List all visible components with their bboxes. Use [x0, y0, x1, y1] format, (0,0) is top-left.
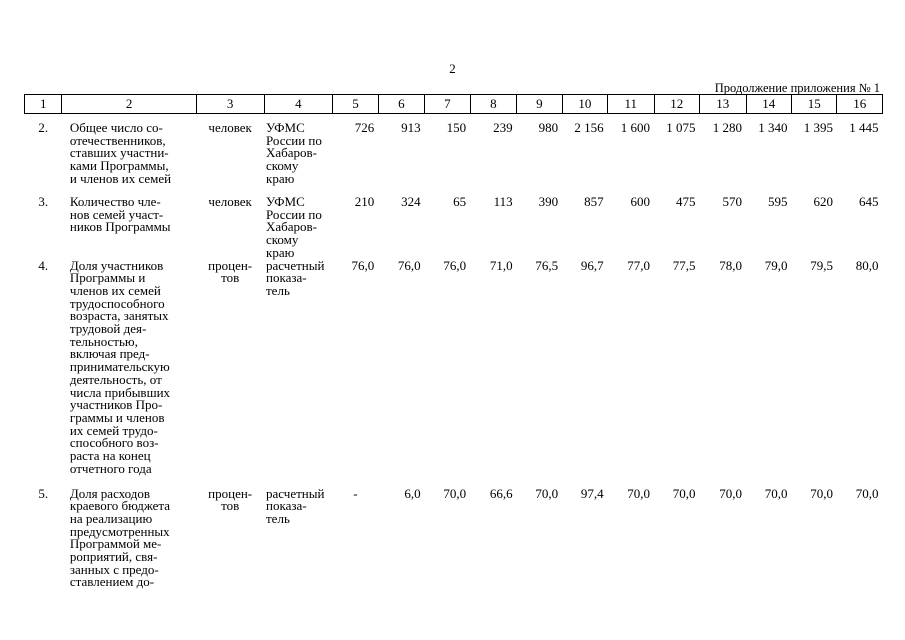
value-cell: 70,0: [719, 485, 742, 501]
value-cell: 913: [401, 120, 421, 135]
value-cell: 77,0: [627, 257, 651, 273]
value-cell: 65: [453, 194, 467, 209]
indicator-name: Доля расходов краевого бюджета на реализацию предусмотренных Программой ме- роприятий, свя- занных с предо- ставлением до-: [69, 485, 171, 590]
value-cell: 70,0: [535, 485, 559, 501]
col-header: 15: [791, 95, 836, 114]
unit-of-measure: человек: [208, 120, 252, 135]
value-cell: 570: [722, 194, 742, 209]
value-cell: 76,5: [535, 257, 559, 273]
unit-of-measure: процен- тов: [208, 485, 253, 514]
unit-of-measure: человек: [208, 194, 252, 209]
col-header: 10: [562, 95, 607, 114]
value-cell: 97,4: [580, 485, 604, 501]
unit-of-measure: процен- тов: [208, 257, 253, 286]
col-header: 14: [746, 95, 791, 114]
table-row: [25, 114, 883, 197]
value-cell: 76,0: [443, 257, 467, 273]
row-index: 3.: [38, 194, 49, 209]
data-source: УФМС России по Хабаров- скому краю: [266, 120, 322, 186]
value-cell: 150: [446, 120, 467, 135]
row-index: 5.: [38, 485, 49, 501]
col-header: 3: [196, 95, 264, 114]
value-cell: 726: [354, 120, 375, 135]
value-cell: 1 280: [712, 120, 742, 135]
col-header: 5: [333, 95, 378, 114]
indicator-name: Доля участников Программы и членов их семей трудоспособного возраста, занятых трудовой дея- тельностью, включая пред- принимательскую деятельность, от числа прибывших участников Про- граммы и членов их семей трудо- способного воз- раста на конец отчетного года: [69, 257, 171, 476]
row-index: 2.: [38, 120, 49, 135]
table-row: [25, 260, 883, 488]
col-header: 1: [25, 95, 62, 114]
table-row: [25, 196, 883, 260]
value-cell: 70,0: [764, 485, 788, 501]
header-row: [25, 95, 883, 114]
value-cell: 70,0: [672, 485, 696, 501]
data-source: УФМС России по Хабаров- скому краю: [266, 194, 322, 260]
value-cell: 71,0: [489, 257, 513, 273]
value-cell: 857: [584, 194, 604, 209]
col-header: 7: [425, 95, 470, 114]
value-cell: 6,0: [404, 485, 421, 501]
value-cell: 600: [630, 194, 651, 209]
value-cell: 1 600: [620, 120, 651, 135]
value-cell: 70,0: [810, 485, 833, 501]
col-header: 4: [264, 95, 333, 114]
col-header: 12: [654, 95, 699, 114]
value-cell: 1 445: [849, 120, 879, 135]
col-header: 8: [470, 95, 516, 114]
indicator-name: Количество чле- нов семей участ- ников Программы: [69, 194, 171, 235]
value-cell: 76,0: [397, 257, 421, 273]
page-number: 2: [449, 61, 456, 76]
indicators-table: [24, 94, 883, 589]
value-cell: 76,0: [351, 257, 375, 273]
value-cell: 475: [676, 194, 696, 209]
value-cell: 66,6: [489, 485, 513, 501]
value-cell: 595: [767, 194, 788, 209]
col-header: 16: [837, 95, 883, 114]
data-source: расчетный показа- тель: [266, 257, 325, 298]
value-cell: 77,5: [672, 257, 696, 273]
value-cell: 80,0: [855, 257, 879, 273]
value-cell: 79,0: [764, 257, 788, 273]
col-header: 6: [378, 95, 424, 114]
indicator-name: Общее число со- отечественников, ставших участни- ками Программы, и членов их семей: [69, 120, 172, 186]
value-cell: 1 340: [758, 120, 788, 135]
value-cell: -: [353, 485, 358, 501]
value-cell: 239: [493, 120, 513, 135]
value-cell: 324: [401, 194, 421, 209]
appendix-caption: Продолжение приложения № 1: [714, 81, 880, 95]
value-cell: 70,0: [443, 485, 467, 501]
value-cell: 210: [354, 194, 375, 209]
value-cell: 980: [538, 120, 559, 135]
row-index: 4.: [38, 257, 49, 273]
value-cell: 113: [493, 194, 513, 209]
value-cell: 96,7: [580, 257, 604, 273]
value-cell: 78,0: [719, 257, 742, 273]
value-cell: 70,0: [855, 485, 879, 501]
value-cell: 79,5: [810, 257, 833, 273]
col-header: 2: [62, 95, 196, 114]
value-cell: 2 156: [574, 120, 604, 135]
col-header: 13: [700, 95, 746, 114]
value-cell: 645: [859, 194, 879, 209]
value-cell: 390: [538, 194, 559, 209]
data-source: расчетный показа- тель: [266, 485, 325, 526]
col-header: 11: [608, 95, 654, 114]
value-cell: 1 075: [666, 120, 696, 135]
value-cell: 1 395: [803, 120, 833, 135]
value-cell: 70,0: [627, 485, 651, 501]
table-row: [25, 488, 883, 590]
col-header: 9: [517, 95, 562, 114]
value-cell: 620: [813, 194, 833, 209]
